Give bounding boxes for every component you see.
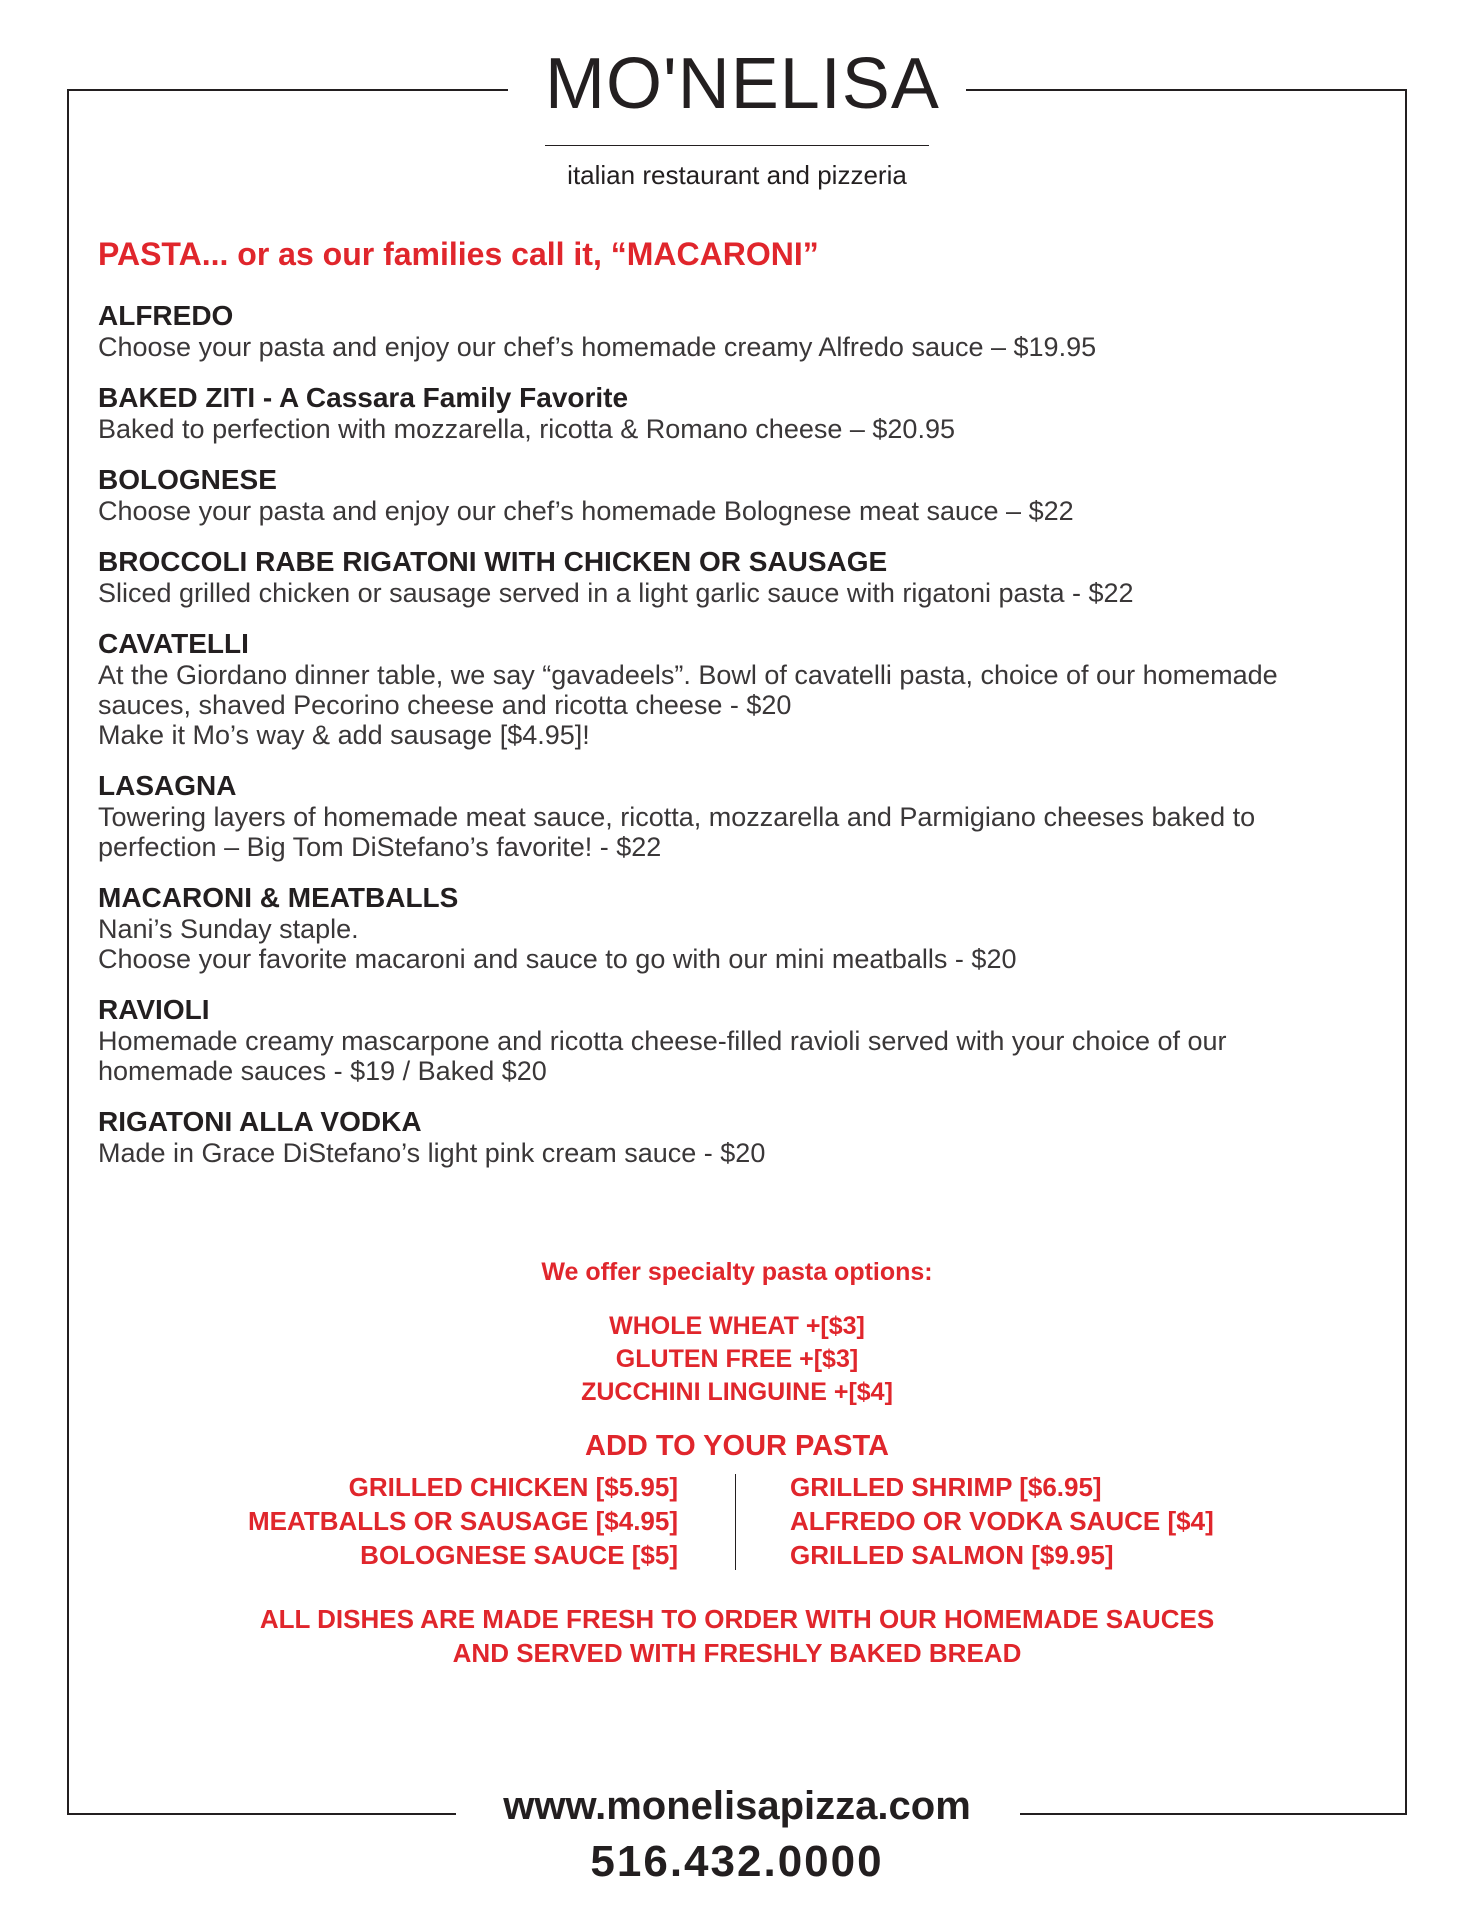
menu-item-description: Homemade creamy mascarpone and ricotta cheese-filled ravioli served with your choice of our homemade sauces - $19 / Baked $20 [98,1026,1227,1086]
addon-item: ALFREDO OR VODKA SAUCE [$4] [790,1506,1214,1536]
website-link[interactable]: www.monelisapizza.com [503,1784,971,1828]
specialty-options [0,1310,1474,1409]
addon-item: GRILLED SHRIMP [$6.95] [790,1472,1102,1502]
freshness-note-line: AND SERVED WITH FRESHLY BAKED BREAD [452,1638,1022,1668]
logo-divider [545,145,929,146]
menu-item-name: BROCCOLI RABE RIGATONI WITH CHICKEN OR SAUSAGE [98,546,888,577]
addon-title: ADD TO YOUR PASTA [585,1430,889,1462]
specialty-option: ZUCCHINI LINGUINE +[$4] [581,1378,893,1406]
addon-divider [735,1474,736,1570]
frame-top-left-rule [67,89,508,91]
menu-item [98,994,1368,1086]
restaurant-logo: MO'NELISA [545,44,940,124]
phone-number[interactable]: 516.432.0000 [590,1837,884,1886]
menu-item-description: Choose your pasta and enjoy our chef’s homemade creamy Alfredo sauce – $19.95 [98,332,1097,362]
menu-item-name: MACARONI & MEATBALLS [98,882,459,913]
specialty-option: WHOLE WHEAT +[$3] [609,1312,865,1340]
menu-item [98,300,1368,362]
frame-right-rule [1405,89,1407,1815]
frame-left-rule [67,89,69,1815]
menu-item-name: LASAGNA [98,770,237,801]
menu-item-description: Baked to perfection with mozzarella, ricotta & Romano cheese – $20.95 [98,414,955,444]
menu-list [98,300,1368,1188]
menu-item-description: Sliced grilled chicken or sausage served in a light garlic sauce with rigatoni pasta - $22 [98,578,1134,608]
menu-item-name: RAVIOLI [98,994,210,1025]
menu-item-name: BAKED ZITI - A Cassara Family Favorite [98,382,629,413]
section-title: PASTA... or as our families call it, “MACARONI” [98,236,819,272]
menu-item [98,464,1368,526]
specialty-title: We offer specialty pasta options: [541,1258,933,1286]
menu-item-description: Made in Grace DiStefano’s light pink cream sauce - $20 [98,1138,766,1168]
addon-list-left [200,1470,678,1572]
menu-item-name: RIGATONI ALLA VODKA [98,1106,422,1137]
menu-item-description: Nani’s Sunday staple. [98,914,359,944]
menu-item [98,1106,1368,1168]
addon-item: GRILLED CHICKEN [$5.95] [348,1472,678,1502]
menu-item-name: BOLOGNESE [98,464,277,495]
menu-item-extra: Choose your favorite macaroni and sauce to go with our mini meatballs - $20 [98,944,1017,974]
addon-item: GRILLED SALMON [$9.95] [790,1540,1114,1570]
menu-item [98,628,1368,750]
freshness-note-line: ALL DISHES ARE MADE FRESH TO ORDER WITH OUR HOMEMADE SAUCES [259,1604,1215,1634]
menu-item [98,382,1368,444]
menu-item [98,770,1368,862]
addon-list-right [790,1470,1350,1572]
addon-item: MEATBALLS OR SAUSAGE [$4.95] [247,1506,678,1536]
menu-item-description: Choose your pasta and enjoy our chef’s homemade Bolognese meat sauce – $22 [98,496,1074,526]
menu-item-name: CAVATELLI [98,628,249,659]
tagline: italian restaurant and pizzeria [567,160,907,190]
freshness-note [0,1602,1474,1670]
frame-top-right-rule [966,89,1407,91]
menu-item [98,882,1368,974]
menu-item-extra: Make it Mo’s way & add sausage [$4.95]! [98,720,590,750]
menu-item-description: Towering layers of homemade meat sauce, ricotta, mozzarella and Parmigiano cheeses baked to perfection – Big Tom DiStefano’s favorite! - $22 [98,802,1256,862]
menu-item [98,546,1368,608]
menu-item-name: ALFREDO [98,300,234,331]
menu-item-description: At the Giordano dinner table, we say “gavadeels”. Bowl of cavatelli pasta, choice of our homemade sauces, shaved Pecorino cheese and ricotta cheese - $20 [98,660,1278,720]
specialty-option: GLUTEN FREE +[$3] [615,1345,859,1373]
addon-item: BOLOGNESE SAUCE [$5] [360,1540,678,1570]
